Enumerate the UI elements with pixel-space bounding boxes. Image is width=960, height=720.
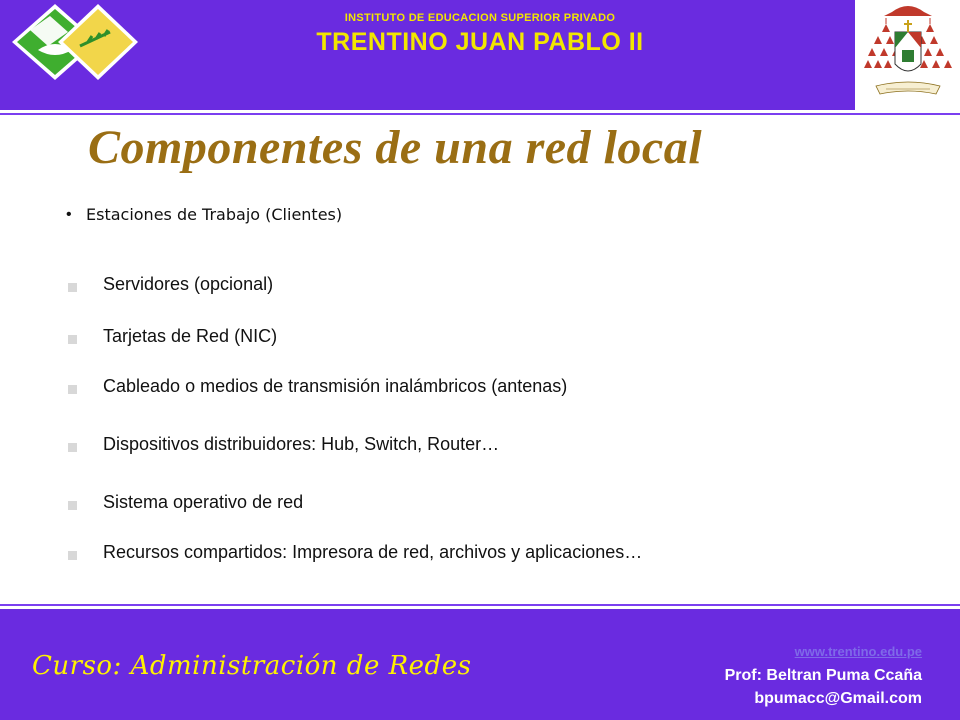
square-bullet-icon: [68, 385, 77, 394]
institution-name: TRENTINO JUAN PABLO II: [316, 28, 644, 56]
course-name: Curso: Administración de Redes: [32, 651, 472, 681]
list-item: [64, 376, 924, 400]
list-item-workstations: Estaciones de Trabajo (Clientes): [86, 205, 343, 224]
slide-title: Componentes de una red local: [88, 121, 703, 174]
institution-subtitle: INSTITUTO DE EDUCACION SUPERIOR PRIVADO: [344, 12, 616, 24]
website-link[interactable]: www.trentino.edu.pe: [794, 644, 922, 659]
bullet-dot-icon: •: [66, 206, 72, 223]
institute-logo-icon: [10, 2, 140, 82]
header-divider-accent: [0, 113, 960, 115]
list-item: [64, 326, 924, 350]
square-bullet-icon: [68, 443, 77, 452]
list-item-text: Tarjetas de Red (NIC): [103, 326, 278, 346]
professor-name: Prof: Beltran Puma Ccaña: [724, 667, 922, 684]
square-bullet-icon: [68, 283, 77, 292]
square-bullet-icon: [68, 501, 77, 510]
list-item-text: Dispositivos distribuidores: Hub, Switch, Router…: [103, 434, 500, 454]
professor-email: bpumacc@Gmail.com: [754, 690, 922, 707]
list-item-text: Cableado o medios de transmisión inalámbricos (antenas): [103, 376, 568, 396]
list-item: [64, 434, 924, 458]
coat-of-arms-icon: [862, 2, 954, 106]
list-item-text: Recursos compartidos: Impresora de red, archivos y aplicaciones…: [103, 542, 643, 562]
list-item: [64, 492, 924, 516]
square-bullet-icon: [68, 335, 77, 344]
list-item: [64, 542, 924, 566]
list-item-text: Servidores (opcional): [103, 274, 274, 294]
list-item-text: Sistema operativo de red: [103, 492, 304, 512]
list-item: [64, 274, 924, 298]
square-bullet-icon: [68, 551, 77, 560]
